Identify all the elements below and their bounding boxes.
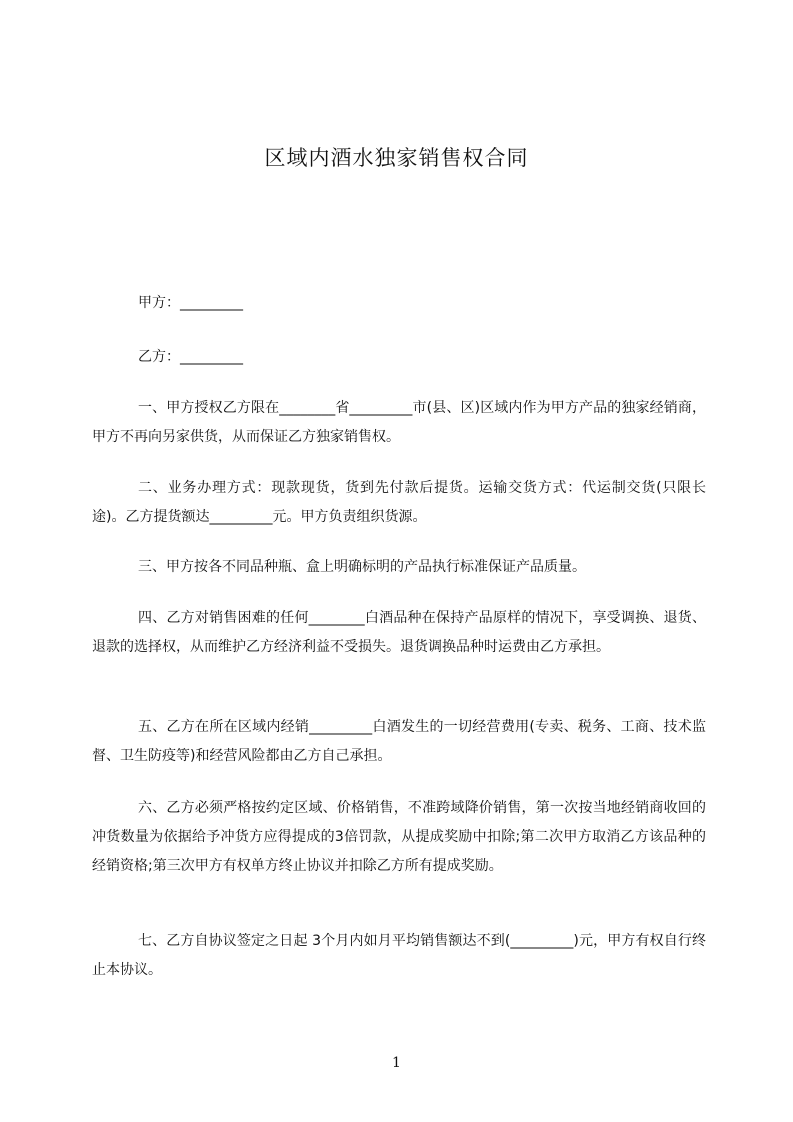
- clause-6: 六、乙方必须严格按约定区域、价格销售，不准跨域降价销售，第一次按当地经销商收回的冲货数量为依据给予冲货方应得提成的3倍罚款，从提成奖励中扣除;第二次甲方取消乙方该品种的经销资格;第三次甲方有权单方终止协议并扣除乙方所有提成奖励。: [92, 800, 706, 874]
- clause-7: 七、乙方自协议签定之日起 3个月内如月平均销售额达不到(_________)元，甲方有权自行终止本协议。: [92, 933, 706, 978]
- clause-3: 三、甲方按各不同品种瓶、盒上明确标明的产品执行标准保证产品质量。: [138, 559, 586, 575]
- clause-5: 五、乙方在所在区域内经销_________白酒发生的一切经营费用(专卖、税务、工商、技术监督、卫生防疫等)和经营风险都由乙方自己承担。: [92, 719, 706, 764]
- clause-2: 二、业务办理方式：现款现货，货到先付款后提货。运输交货方式：代运制交货(只限长途)。乙方提货额达_________元。甲方负责组织货源。: [92, 480, 706, 525]
- party-a-line: 甲方：_________: [138, 295, 243, 311]
- page-number: 1: [392, 1055, 401, 1071]
- party-b-line: 乙方：_________: [138, 349, 243, 365]
- contract-title: 区域内酒水独家销售权合同: [264, 146, 529, 170]
- clause-1: 一、甲方授权乙方限在________省_________市(县、区)区域内作为甲方产品的独家经销商，甲方不再向另家供货，从而保证乙方独家销售权。: [92, 400, 706, 445]
- clause-4: 四、乙方对销售困难的任何________白酒品种在保持产品原样的情况下，享受调换、退货、退款的选择权，从而维护乙方经济利益不受损失。退货调换品种时运费由乙方承担。: [92, 610, 706, 655]
